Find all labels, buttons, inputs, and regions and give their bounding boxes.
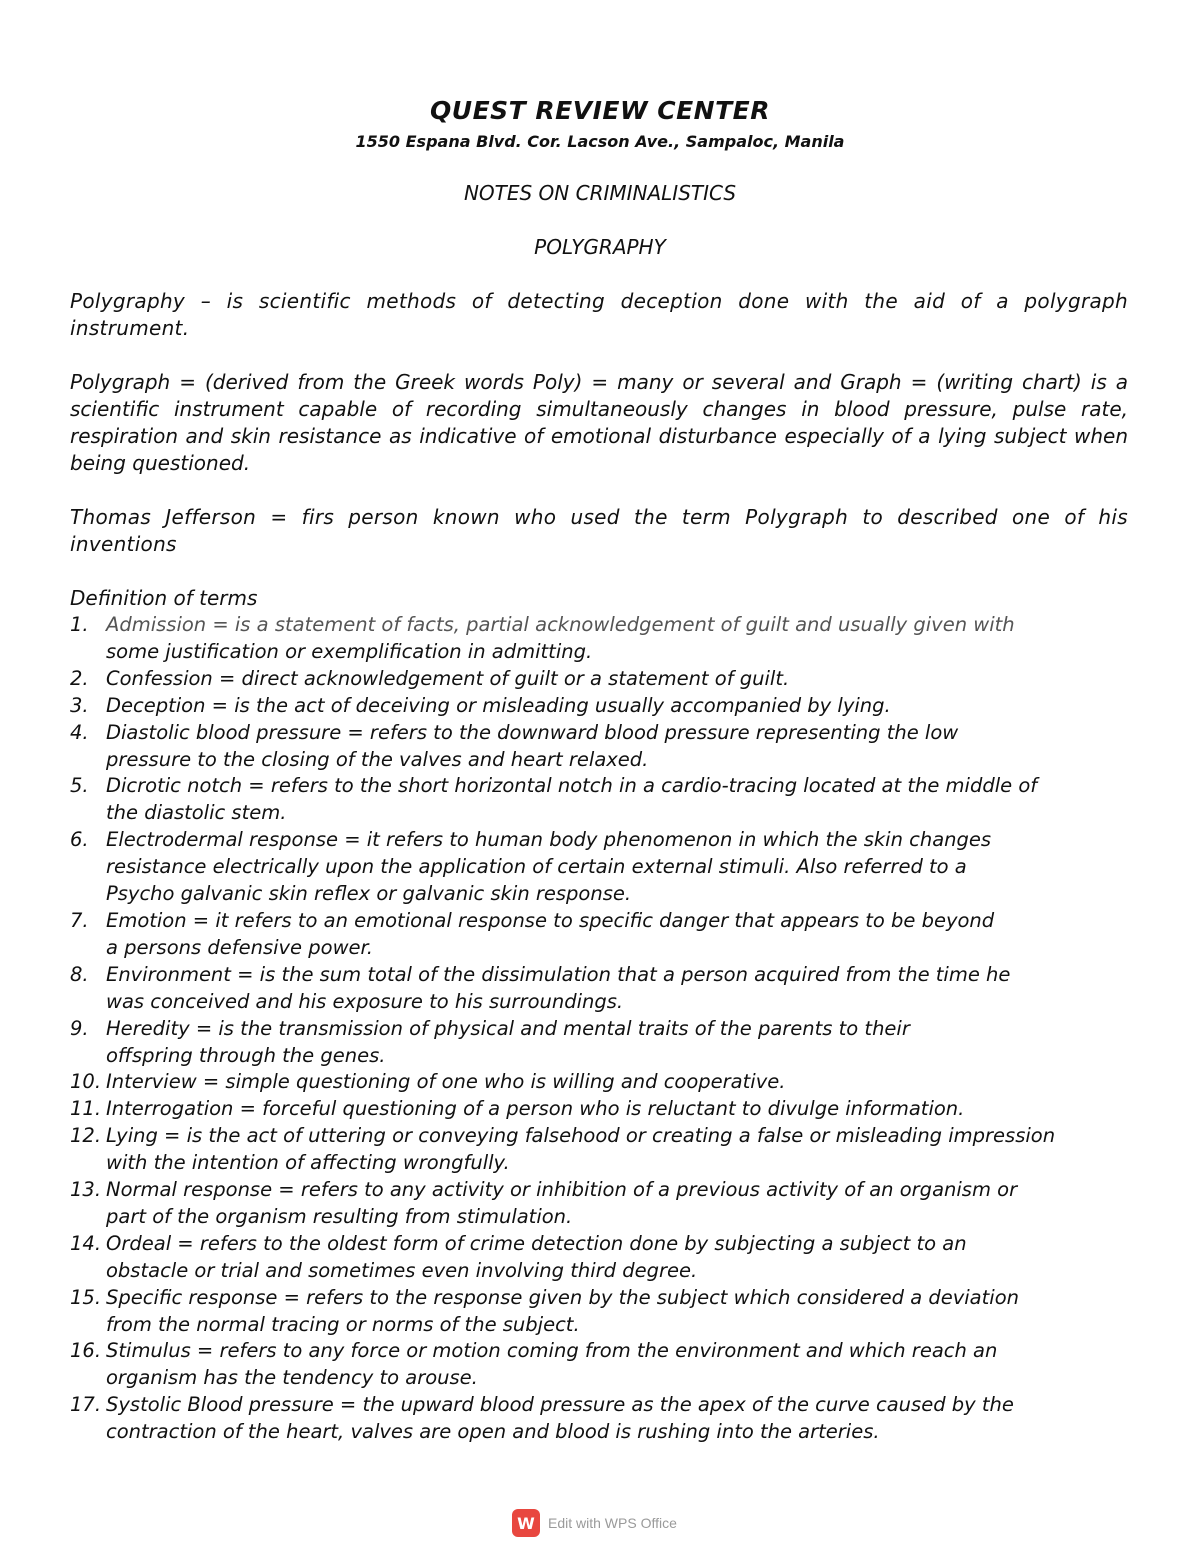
list-item-number: 6. [70,828,89,852]
list-item-number: 3. [70,693,89,717]
list-item-text: Normal response = refers to any activity or inhibition of a previous activity of an organism or [106,1178,1018,1202]
list-item-text: Psycho galvanic skin reflex or galvanic skin response. [106,882,632,906]
list-item-number: 4. [70,720,89,744]
list-item [70,720,1140,774]
list-item [70,773,1140,827]
list-item-text: Heredity = is the transmission of physical and mental traits of the parents to their [106,1016,910,1040]
list-item-text: organism has the tendency to arouse. [106,1366,478,1390]
list-item-number: 8. [70,962,89,986]
definitions-heading: Definition of terms [70,586,258,610]
list-item-number: 9. [70,1016,89,1040]
list-item-text: Electrodermal response = it refers to human body phenomenon in which the skin changes [106,828,992,852]
list-item [70,1123,1140,1177]
list-item-text: from the normal tracing or norms of the subject. [106,1312,580,1336]
list-item-text: offspring through the genes. [106,1043,386,1067]
list-item-number: 15. [70,1285,102,1309]
list-item [70,1392,1140,1446]
list-item-text: Interrogation = forceful questioning of a person who is reluctant to divulge information. [106,1097,965,1121]
list-item-text: contraction of the heart, valves are open and blood is rushing into the arteries. [106,1420,880,1444]
list-item-text: part of the organism resulting from stimulation. [106,1204,573,1228]
list-item [70,693,1140,720]
list-item [70,666,1140,693]
list-item [70,1069,1140,1096]
list-item-number: 5. [70,774,89,798]
list-item-text: Interview = simple questioning of one who is willing and cooperative. [106,1070,786,1094]
jefferson-paragraph: Thomas Jefferson = firs person known who used the term Polygraph to described one of his inventions [70,505,1128,556]
address-line: 1550 Espana Blvd. Cor. Lacson Ave., Sampaloc, Manila [355,132,845,151]
list-item-number: 12. [70,1124,102,1148]
list-item [70,827,1140,908]
list-item-number: 11. [70,1097,102,1121]
list-item-text: obstacle or trial and sometimes even involving third degree. [106,1258,698,1282]
polygraph-paragraph: Polygraph = (derived from the Greek words Poly) = many or several and Graph = (writing chart) is a scientific instrument capable of recording simultaneously changes in blood pressure, pulse rate, respiration and skin resistance as indicative of emotional disturbance especially of a lying subject when being questioned. [70,370,1128,475]
list-item-text: a persons defensive power. [106,935,373,959]
list-item-text: Confession = direct acknowledgement of guilt or a statement of guilt. [106,666,790,690]
list-item-number: 10. [70,1070,102,1094]
wps-footer[interactable] [512,1508,677,1538]
list-item-text: pressure to the closing of the valves and heart relaxed. [106,747,649,771]
page-title: QUEST REVIEW CENTER [430,96,770,125]
list-item-text: Diastolic blood pressure = refers to the downward blood pressure representing the low [106,720,959,744]
wps-office-icon[interactable]: W [512,1509,540,1537]
list-item-text: resistance electrically upon the application of certain external stimuli. Also referred to a [106,855,967,879]
list-item-number: 14. [70,1231,102,1255]
list-item-text: Admission = is a statement of facts, partial acknowledgement of guilt and usually given with [106,613,1015,636]
list-item [70,612,1140,666]
list-item-number: 13. [70,1178,102,1202]
list-item-text: was conceived and his exposure to his surroundings. [106,989,624,1013]
list-item-number: 2. [70,666,89,690]
list-item-text: Stimulus = refers to any force or motion coming from the environment and which reach an [106,1339,998,1363]
list-item-text: Environment = is the sum total of the dissimulation that a person acquired from the time he [106,962,1011,986]
list-item-text: Systolic Blood pressure = the upward blood pressure as the apex of the curve caused by the [106,1393,1014,1417]
list-item-text: with the intention of affecting wrongfully. [106,1151,510,1175]
list-item [70,962,1140,1016]
definitions-list [70,612,1140,1446]
list-item-text: the diastolic stem. [106,801,287,825]
list-item [70,908,1140,962]
list-item [70,1177,1140,1231]
list-item-text: Lying = is the act of uttering or conveying falsehood or creating a false or misleading impression [106,1124,1056,1148]
list-item [70,1285,1140,1339]
list-item-text: Emotion = it refers to an emotional response to specific danger that appears to be beyond [106,908,995,932]
wps-edit-link[interactable]: Edit with WPS Office [548,1515,677,1531]
section-heading: POLYGRAPHY [534,235,666,259]
list-item-text: Ordeal = refers to the oldest form of crime detection done by subjecting a subject to an [106,1231,967,1255]
polygraphy-paragraph: Polygraphy – is scientific methods of detecting deception done with the aid of a polygraph instrument. [70,289,1128,340]
list-item-number: 1. [70,613,89,636]
list-item-text: Deception = is the act of deceiving or misleading usually accompanied by lying. [106,693,891,717]
list-item-text: some justification or exemplification in admitting. [106,639,593,663]
list-item [70,1096,1140,1123]
notes-heading: NOTES ON CRIMINALISTICS [463,181,737,205]
list-item-text: Specific response = refers to the response given by the subject which considered a deviation [106,1285,1019,1309]
list-item-text: Dicrotic notch = refers to the short horizontal notch in a cardio-tracing located at the middle of [106,774,1038,798]
list-item [70,1231,1140,1285]
list-item-number: 7. [70,908,89,932]
list-item-number: 17. [70,1393,102,1417]
list-item [70,1338,1140,1392]
list-item [70,1016,1140,1070]
list-item-number: 16. [70,1339,102,1363]
